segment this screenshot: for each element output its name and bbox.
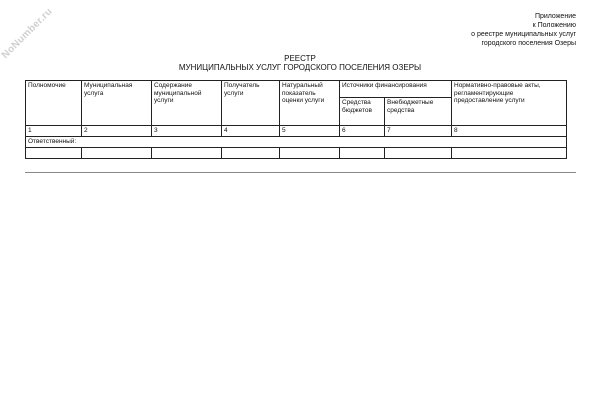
column-number: 8 [452,126,567,137]
header-indicator: Натуральный показатель оценки услуги [280,81,340,126]
column-number: 4 [222,126,280,137]
column-number: 1 [26,126,82,137]
appendix-line: Приложение [534,13,576,20]
responsible-row: Ответственный: [26,136,567,147]
column-number: 7 [385,126,452,137]
header-recipient: Получатель услуги [222,81,280,126]
empty-cell [280,147,340,158]
appendix-line: о реестре муниципальных услуг [471,31,576,38]
header-budget-funds: Средства бюджетов [340,98,385,126]
empty-cell [152,147,222,158]
header-extrabudgetary-funds: Внебюджетные средства [385,98,452,126]
column-number: 3 [152,126,222,137]
appendix-line: городского поселения Озеры [481,40,576,47]
empty-cell [452,147,567,158]
empty-cell [26,147,82,158]
title-line-2: МУНИЦИПАЛЬНЫХ УСЛУГ ГОРОДСКОГО ПОСЕЛЕНИЯ ОЗЕРЫ [178,63,422,72]
document-title [0,54,600,72]
header-municipal-service: Муниципальная услуга [82,81,152,126]
empty-cell [82,147,152,158]
empty-cell [340,147,385,158]
header-legal-acts: Нормативно-правовые акты, регламентирующие предоставление услуги [452,81,567,126]
column-number: 5 [280,126,340,137]
registry-table [25,80,567,159]
watermark: NoNumber.ru [0,6,55,61]
header-service-content: Содержание муниципальной услуги [152,81,222,126]
appendix-line: к Положению [532,22,576,29]
page-divider [25,172,576,173]
column-number: 2 [82,126,152,137]
empty-cell [222,147,280,158]
column-number: 6 [340,126,385,137]
appendix-note [471,12,576,48]
header-funding-sources: Источники финансирования [340,81,452,98]
header-authority: Полномочие [26,81,82,126]
title-line-1: РЕЕСТР [284,54,316,63]
empty-cell [385,147,452,158]
